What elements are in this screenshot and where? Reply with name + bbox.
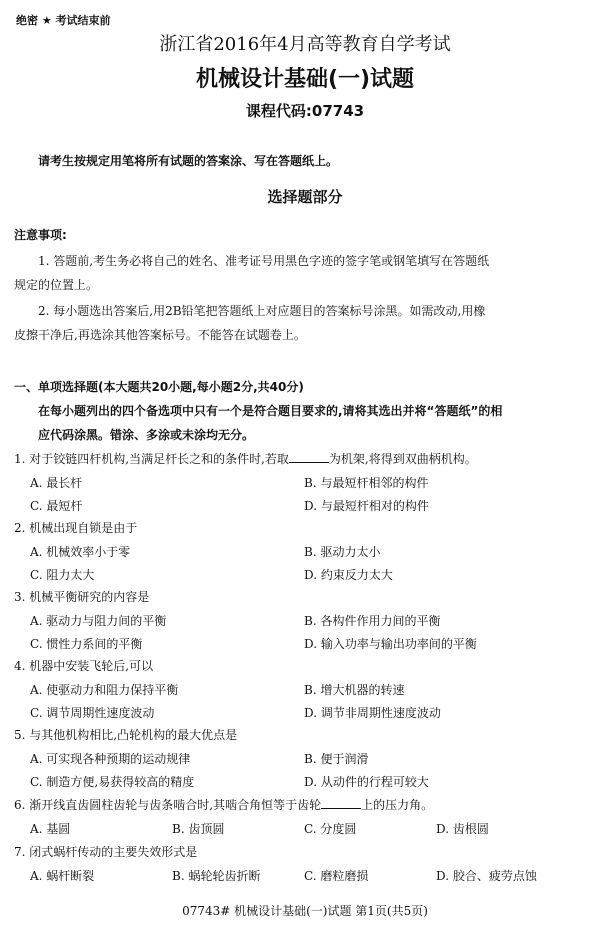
question-6-option-d: D. 齿根圆 [436, 822, 489, 836]
question-6-option-b: B. 齿顶圆 [172, 822, 225, 836]
question-4-option-b: B. 增大机器的转速 [304, 683, 405, 697]
instruction: 请考生按规定用笔将所有试题的答案涂、写在答题纸上。 [38, 154, 339, 168]
question-4-option-c: C. 调节周期性速度波动 [30, 706, 155, 720]
question-1-stem-a: 1. 对于铰链四杆机构,当满足杆长之和的条件时,若取 [14, 452, 289, 466]
question-6-stem-b: 上的压力角。 [361, 798, 434, 812]
part1-heading: 一、单项选择题(本大题共20小题,每小题2分,共40分) [14, 380, 304, 394]
question-1-option-b: B. 与最短杆相邻的构件 [304, 476, 429, 490]
page-footer: 07743# 机械设计基础(一)试题 第1页(共5页) [182, 904, 428, 918]
question-3-option-d: D. 输入功率与输出功率间的平衡 [304, 637, 477, 651]
part1-desc-line-2: 应代码涂黑。错涂、多涂或未涂均无分。 [38, 428, 255, 442]
question-1-stem-b: 为机架,将得到双曲柄机构。 [328, 452, 477, 466]
notice-item-1-line-2: 规定的位置上。 [14, 278, 99, 292]
secret-mark: 绝密 ★ 考试结束前 [16, 14, 111, 27]
question-3-stem: 3. 机械平衡研究的内容是 [14, 590, 150, 604]
question-6-option-a: A. 基圆 [30, 822, 71, 836]
question-4-stem: 4. 机器中安装飞轮后,可以 [14, 659, 154, 673]
question-5-option-c: C. 制造方便,易获得较高的精度 [30, 775, 195, 789]
notice-item-1-line-1: 1. 答题前,考生务必将自己的姓名、准考证号用黑色字迹的签字笔或钢笔填写在答题纸 [38, 254, 490, 268]
question-2-option-a: A. 机械效率小于零 [30, 545, 131, 559]
paper-title: 机械设计基础(一)试题 [195, 67, 415, 92]
question-6-stem-a: 6. 渐开线直齿圆柱齿轮与齿条啮合时,其啮合角恒等于齿轮 [14, 798, 322, 812]
question-5-option-d: D. 从动件的行程可较大 [304, 775, 429, 789]
question-3-option-c: C. 惯性力系间的平衡 [30, 637, 143, 651]
answer-blank [289, 452, 329, 463]
question-3-option-b: B. 各构件作用力间的平衡 [304, 614, 441, 628]
question-3-option-a: A. 驱动力与阻力间的平衡 [30, 614, 167, 628]
question-1-stem [14, 450, 477, 467]
notice-item-2-line-2: 皮擦干净后,再选涂其他答案标号。不能答在试题卷上。 [14, 328, 306, 342]
question-1-option-a: A. 最长杆 [30, 476, 83, 490]
question-1-option-d: D. 与最短杆相对的构件 [304, 499, 429, 513]
question-5-stem: 5. 与其他机构相比,凸轮机构的最大优点是 [14, 728, 238, 742]
part1-desc-line-1: 在每小题列出的四个备选项中只有一个是符合题目要求的,请将其选出并将“答题纸”的相 [38, 404, 503, 418]
exam-title: 浙江省2016年4月高等教育自学考试 [159, 34, 451, 55]
notice-heading: 注意事项: [14, 228, 67, 242]
question-2-option-b: B. 驱动力太小 [304, 545, 381, 559]
course-code: 课程代码:07743 [245, 102, 365, 120]
answer-blank [321, 798, 361, 809]
question-6-stem [14, 796, 433, 813]
notice-item-2-line-1: 2. 每小题选出答案后,用2B铅笔把答题纸上对应题目的答案标号涂黑。如需改动,用橡 [38, 304, 486, 318]
question-7-option-c: C. 磨粒磨损 [304, 869, 369, 883]
question-5-option-a: A. 可实现各种预期的运动规律 [30, 752, 191, 766]
section-title: 选择题部分 [267, 188, 343, 206]
question-7-option-d: D. 胶合、疲劳点蚀 [436, 869, 537, 883]
question-4-option-a: A. 使驱动力和阻力保持平衡 [30, 683, 179, 697]
question-7-option-b: B. 蜗轮轮齿折断 [172, 869, 261, 883]
question-2-option-d: D. 约束反力太大 [304, 568, 393, 582]
question-2-stem: 2. 机械出现自锁是由于 [14, 521, 138, 535]
question-5-option-b: B. 便于润滑 [304, 752, 369, 766]
question-1-option-c: C. 最短杆 [30, 499, 83, 513]
question-7-stem: 7. 闭式蜗杆传动的主要失效形式是 [14, 845, 198, 859]
question-4-option-d: D. 调节非周期性速度波动 [304, 706, 441, 720]
question-2-option-c: C. 阻力太大 [30, 568, 95, 582]
question-6-option-c: C. 分度圆 [304, 822, 357, 836]
question-7-option-a: A. 蜗杆断裂 [30, 869, 95, 883]
